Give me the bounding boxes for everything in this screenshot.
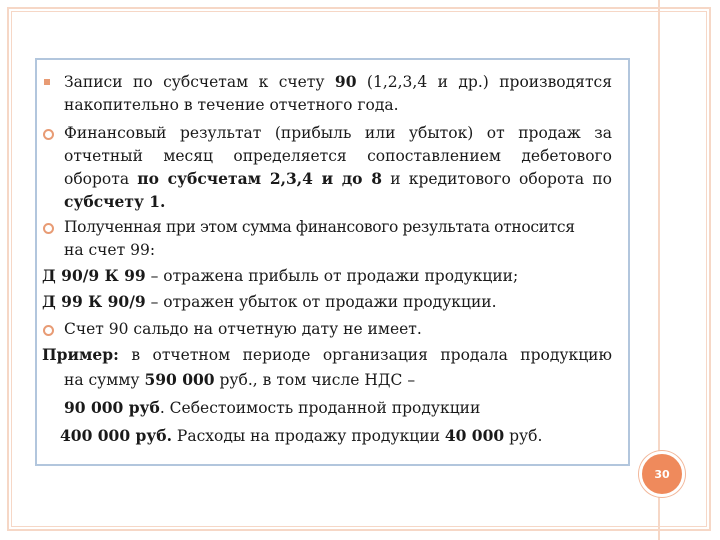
p2-line2: отчетный месяц определяется сопоставлением дебетового [64, 147, 612, 165]
p7-text-g: руб. [504, 427, 543, 445]
p7-line2 [64, 370, 415, 390]
ring-bullet-icon [43, 223, 54, 234]
p5-line [42, 292, 497, 312]
p7-text-d: руб., в том числе НДС – [214, 371, 416, 389]
p7-text-b: в отчетном периоде организация продала продукцию [118, 346, 612, 364]
p7-amount-40: 40 000 [444, 426, 505, 445]
p3-line1: Полученная при этом сумма финансового результата относится [64, 218, 575, 236]
ring-bullet-icon [43, 325, 54, 336]
p7-amount-590: 590 000 [144, 370, 215, 389]
p7-line1 [42, 345, 612, 365]
p2-text-c: и кредитового оборота по [381, 170, 613, 188]
square-bullet-icon [44, 79, 50, 85]
p2-subaccounts: по субсчетам 2,3,4 и до 8 [137, 169, 382, 188]
p7-line4 [60, 426, 542, 446]
page-number-badge [639, 451, 685, 497]
p7-text-f: Расходы на продажу продукции [172, 427, 445, 445]
p4-text: – отражена прибыль от продажи продукции; [145, 267, 519, 285]
p2-text-a: оборота [64, 170, 138, 188]
p2-line4 [64, 192, 165, 212]
p3-line2: на счет 99: [64, 241, 156, 259]
p7-text-c: на сумму [64, 371, 145, 389]
p7-amount-400: 400 000 руб. [60, 426, 172, 445]
p5-entry: Д 99 К 90/9 [42, 292, 146, 311]
p5-text: – отражен убыток от продажи продукции. [145, 293, 497, 311]
page-number: 30 [654, 467, 670, 481]
p7-example-label: Пример: [42, 345, 119, 364]
p2-line1: Финансовый результат (прибыль или убыток) от продаж за [64, 124, 612, 142]
ring-bullet-icon [43, 129, 54, 140]
p1-account-number: 90 [334, 72, 357, 91]
p1-line2: накопительно в течение отчетного года. [64, 96, 399, 114]
p7-line3 [64, 398, 480, 418]
p2-line3 [64, 169, 612, 189]
p7-amount-90: 90 000 руб [64, 398, 160, 417]
p7-text-e: . Себестоимость проданной продукции [159, 399, 481, 417]
p2-subaccount-1: субсчету 1. [64, 192, 166, 211]
p4-line [42, 266, 518, 286]
p1-text-c: (1,2,3,4 и др.) производятся [356, 73, 612, 91]
p1-line1 [64, 72, 612, 92]
p1-text-a: Записи по субсчетам к счету [64, 73, 335, 91]
p4-entry: Д 90/9 К 99 [42, 266, 146, 285]
p6-line: Счет 90 сальдо на отчетную дату не имеет. [64, 320, 422, 338]
